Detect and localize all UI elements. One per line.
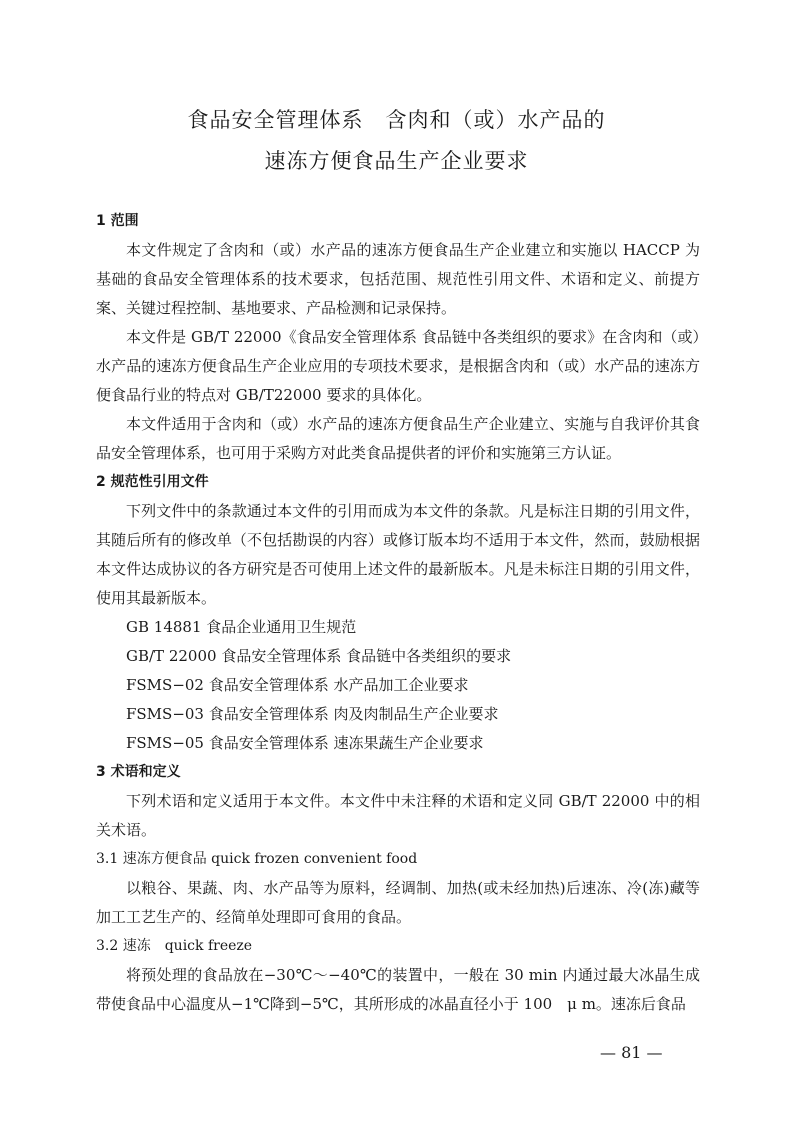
term-definition-quick-freeze: 将预处理的食品放在−30℃～−40℃的装置中，一般在 30 min 内通过最大冰晶生成带使食品中心温度从−1℃降到−5℃，其所形成的冰晶直径小于 100 μ m。速冻后食品 — [96, 966, 700, 1013]
reference-item: FSMS−05 食品安全管理体系 速冻果蔬生产企业要求 — [126, 734, 484, 752]
section-heading-terms: 3 术语和定义 — [96, 764, 181, 780]
scope-paragraph-2: 本文件是 GB/T 22000《食品安全管理体系 食品链中各类组织的要求》在含肉和（或）水产品的速冻方便食品生产企业应用的专项技术要求，是根据含肉和（或）水产品的速冻方便食品行业的特点对 GB/T22000 要求的具体化。 — [96, 328, 700, 404]
reference-item: FSMS−03 食品安全管理体系 肉及肉制品生产企业要求 — [126, 705, 499, 723]
document-title-line1: 食品安全管理体系 含肉和（或）水产品的 — [187, 108, 606, 132]
term-definition-quick-frozen-convenient-food: 以粮谷、果蔬、肉、水产品等为原料，经调制、加热(或未经加热)后速冻、冷(冻)藏等加工工艺生产的、经简单处理即可食用的食品。 — [96, 879, 700, 926]
section-heading-normative-references: 2 规范性引用文件 — [96, 474, 209, 490]
section-heading-scope: 1 范围 — [96, 213, 139, 229]
reference-item: FSMS−02 食品安全管理体系 水产品加工企业要求 — [126, 676, 469, 694]
terms-paragraph: 下列术语和定义适用于本文件。本文件中未注释的术语和定义同 GB/T 22000 中的相关术语。 — [96, 792, 700, 839]
document-title-line2: 速冻方便食品生产企业要求 — [264, 149, 529, 173]
reference-item: GB/T 22000 食品安全管理体系 食品链中各类组织的要求 — [126, 647, 512, 665]
scope-paragraph-1: 本文件规定了含肉和（或）水产品的速冻方便食品生产企业建立和实施以 HACCP 为基础的食品安全管理体系的技术要求，包括范围、规范性引用文件、术语和定义、前提方案、关键过程控制、基地要求、产品检测和记录保持。 — [96, 241, 700, 317]
scope-paragraph-3: 本文件适用于含肉和（或）水产品的速冻方便食品生产企业建立、实施与自我评价其食品安全管理体系，也可用于采购方对此类食品提供者的评价和实施第三方认证。 — [96, 415, 700, 462]
term-title-quick-frozen-convenient-food: 3.1 速冻方便食品 quick frozen convenient food — [96, 851, 418, 867]
page-number: — 81 — — [600, 1043, 663, 1062]
term-title-quick-freeze: 3.2 速冻 quick freeze — [96, 938, 253, 954]
reference-item: GB 14881 食品企业通用卫生规范 — [126, 618, 357, 636]
references-paragraph: 下列文件中的条款通过本文件的引用而成为本文件的条款。凡是标注日期的引用文件，其随后所有的修改单（不包括勘误的内容）或修订版本均不适用于本文件，然而，鼓励根据本文件达成协议的各方研究是否可使用上述文件的最新版本。凡是未标注日期的引用文件，使用其最新版本。 — [96, 502, 700, 607]
document-body — [96, 207, 700, 1019]
